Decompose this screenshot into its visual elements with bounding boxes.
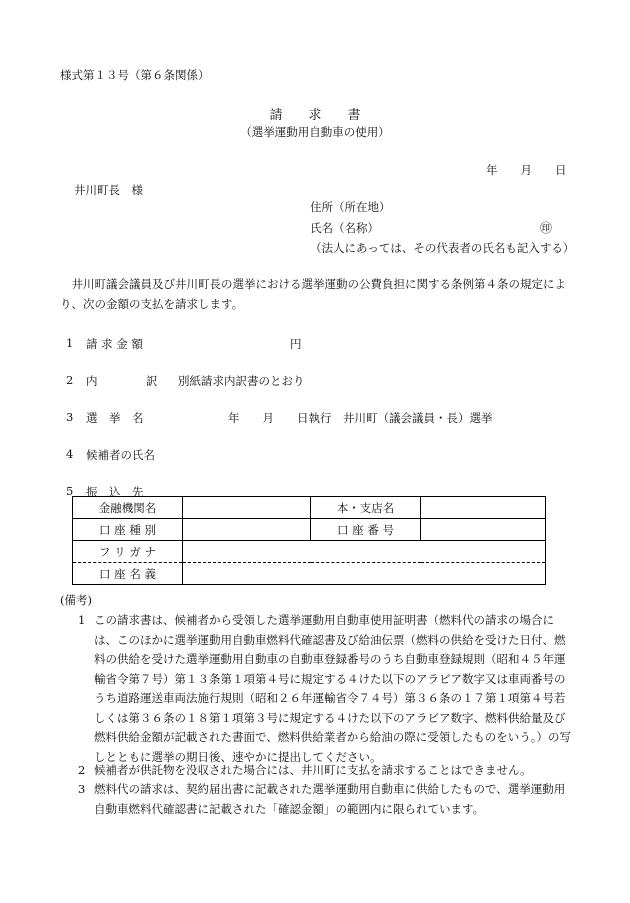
furigana-field[interactable] — [183, 541, 546, 563]
table-row — [73, 519, 546, 541]
request-body-text: 井川町議会議員及び井川町長の選挙における選挙運動の公費負担に関する条例第４条の規定により、次の金額の支払を請求します。 — [60, 277, 566, 311]
account-number-field[interactable] — [421, 519, 546, 541]
item-number-1: 1 — [66, 336, 74, 350]
breakdown-value: 別紙請求内訳書のとおり — [178, 374, 305, 388]
account-number-label: 口 座 番 号 — [311, 519, 421, 541]
breakdown-label-b: 訳 — [146, 374, 158, 388]
applicant-note: （法人にあっては、その代表者の氏名も記入する） — [310, 241, 575, 255]
amount-unit: 円 — [290, 337, 302, 351]
election-label: 選 挙 名 — [86, 411, 144, 425]
notes-title: (備考) — [60, 593, 92, 607]
note-item — [72, 761, 572, 781]
transfer-label: 振 込 先 — [86, 485, 144, 499]
item-number-3: 3 — [66, 410, 74, 424]
item-number-5: 5 — [66, 484, 74, 498]
note-text: 燃料代の請求は、契約届出書に記載された選挙運動用自動車に供給したもので、選挙運動用自動車燃料代確認書に記載された「確認金額」の範囲内に限られています。 — [94, 782, 566, 816]
applicant-address-label: 住所（所在地） — [310, 200, 391, 214]
candidate-label: 候補者の氏名 — [86, 448, 155, 462]
note-text: 候補者が供託物を没収された場合には、井川町に支払を請求することはできません。 — [94, 763, 532, 777]
note-number: 3 — [78, 782, 86, 796]
election-value: 年 月 日執行 井川町（議会議員・長）選挙 — [228, 411, 493, 425]
note-number: 1 — [78, 613, 86, 627]
document-title: 請 求 書 — [269, 108, 361, 123]
table-row — [73, 541, 546, 563]
addressee: 井川町長 様 — [74, 183, 143, 197]
amount-label: 請 求 金 額 — [86, 337, 143, 351]
account-type-label: 口 座 種 別 — [73, 519, 183, 541]
branch-field[interactable] — [421, 497, 546, 519]
note-item — [72, 780, 572, 819]
item-number-4: 4 — [66, 447, 74, 461]
note-number: 2 — [78, 763, 86, 777]
furigana-label: フ リ ガ ナ — [73, 541, 183, 563]
account-type-field[interactable] — [183, 519, 311, 541]
form-number: 様式第１３号（第６条関係） — [60, 68, 210, 82]
breakdown-label-a: 内 — [86, 374, 98, 388]
applicant-name-label: 氏名（名称） — [310, 221, 379, 235]
branch-label: 本・支店名 — [311, 497, 421, 519]
bank-transfer-table — [72, 496, 546, 585]
date-line: 年 月 日 — [486, 163, 567, 177]
seal-mark: ㊞ — [540, 221, 553, 235]
table-row — [73, 563, 546, 585]
account-holder-field[interactable] — [183, 563, 546, 585]
table-row — [73, 497, 546, 519]
note-item — [72, 611, 572, 767]
note-text: この請求書は、候補者から受領した選挙運動用自動車使用証明書（燃料代の請求の場合には、このほかに選挙運動用自動車燃料代確認書及び給油伝票（燃料の供給を受けた日付、燃料の供給を受けた選挙運動用自動車の自動車登録番号のうち自動車登録規則（昭和４５年運輸省令第７号）第１３条第１項第４号に規定する４けた以下のアラビア数字又は車両番号のうち道路運送車両法施行規則（昭和２６年運輸省令７４号）第３６条の１７第１項第４号若しくは第３６条の１８第１項第３号に規定する４けた以下のアラビア数字、燃料供給量及び燃料供給金額が記載された書面で、燃料供給業者から給油の際に受領したものをいう。）の写しとともに選挙の期日後、速やかに提出してください。 — [94, 613, 572, 764]
bank-name-label: 金融機関名 — [73, 497, 183, 519]
bank-name-field[interactable] — [183, 497, 311, 519]
document-subtitle: （選挙運動用自動車の使用） — [240, 125, 390, 139]
item-number-2: 2 — [66, 373, 74, 387]
account-holder-label: 口 座 名 義 — [73, 563, 183, 585]
